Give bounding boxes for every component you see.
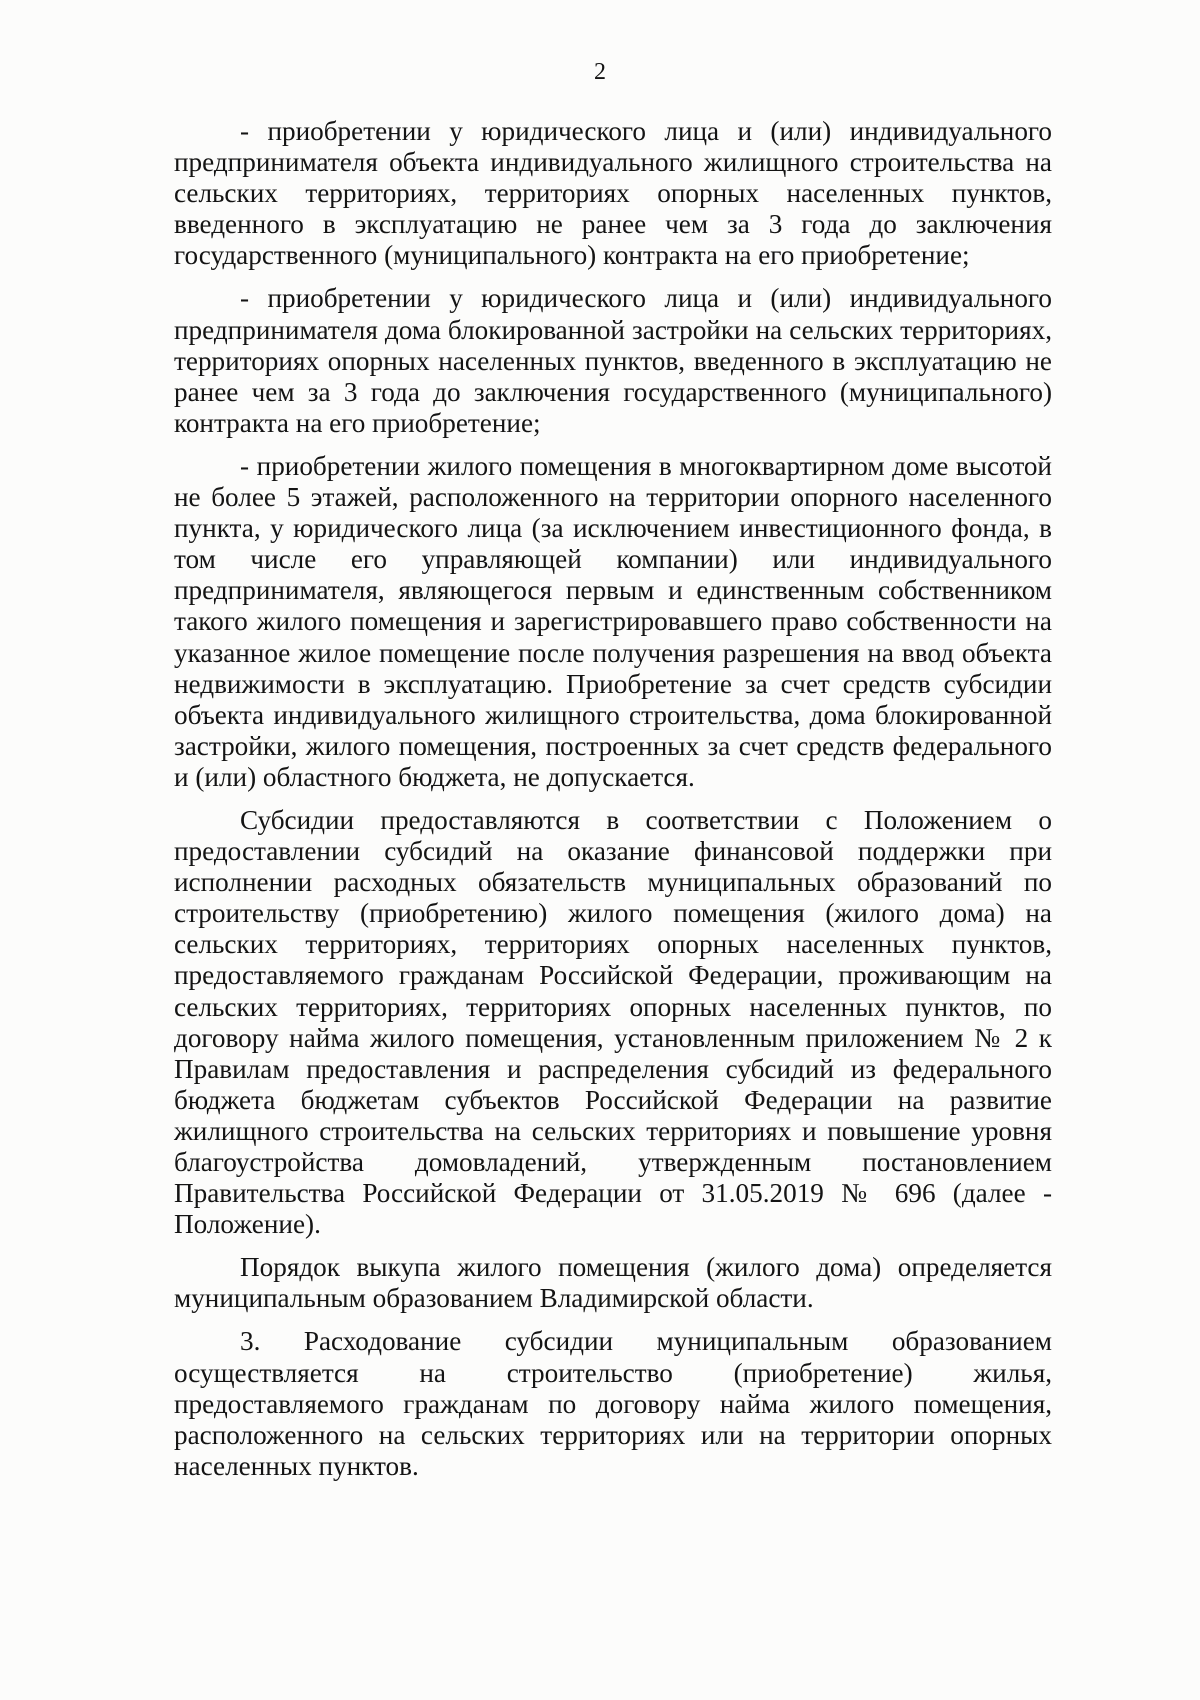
- paragraph-buyout-procedure: Порядок выкупа жилого помещения (жилого дома) определяется муниципальным образованием Владимирской области.: [174, 1252, 1052, 1314]
- paragraph-section-3: 3. Расходование субсидии муниципальным образованием осуществляется на строительство (приобретение) жилья, предоставляемого гражданам по договору найма жилого помещения, расположенного на сельских территориях или на территории опорных населенных пунктов.: [174, 1326, 1052, 1481]
- paragraph-bullet-apartment: - приобретении жилого помещения в многоквартирном доме высотой не более 5 этажей, расположенного на территории опорного населенного пункта, у юридического лица (за исключением инвестиционного фонда, в том числе его управляющей компании) или индивидуального предпринимателя, являющегося первым и единственным собственником такого жилого помещения и зарегистрировавшего право собственности на указанное жилое помещение после получения разрешения на ввод объекта недвижимости в эксплуатацию. Приобретение за счет средств субсидии объекта индивидуального жилищного строительства, дома блокированной застройки, жилого помещения, построенных за счет средств федерального и (или) областного бюджета, не допускается.: [174, 450, 1052, 792]
- paragraph-subsidy-regulation: Субсидии предоставляются в соответствии с Положением о предоставлении субсидий на оказание финансовой поддержки при исполнении расходных обязательств муниципальных образований по строительству (приобретению) жилого помещения (жилого дома) на сельских территориях, территориях опорных населенных пунктов, предоставляемого гражданам Российской Федерации, проживающим на сельских территориях, территориях опорных населенных пунктов, по договору найма жилого помещения, установленным приложением № 2 к Правилам предоставления и распределения субсидий из федерального бюджета бюджетам субъектов Российской Федерации на развитие жилищного строительства на сельских территориях и повышение уровня благоустройства домовладений, утвержденным постановлением Правительства Российской Федерации от 31.05.2019 № 696 (далее - Положение).: [174, 804, 1052, 1240]
- page-number: 2: [594, 59, 606, 85]
- document-body: [174, 116, 1052, 1494]
- paragraph-bullet-blocked-house: - приобретении у юридического лица и (или) индивидуального предпринимателя дома блокированной застройки на сельских территориях, территориях опорных населенных пунктов, введенного в эксплуатацию не ранее чем за 3 года до заключения государственного (муниципального) контракта на его приобретение;: [174, 283, 1052, 438]
- paragraph-bullet-individual-house: - приобретении у юридического лица и (или) индивидуального предпринимателя объекта индивидуального жилищного строительства на сельских территориях, территориях опорных населенных пунктов, введенного в эксплуатацию не ранее чем за 3 года до заключения государственного (муниципального) контракта на его приобретение;: [174, 116, 1052, 271]
